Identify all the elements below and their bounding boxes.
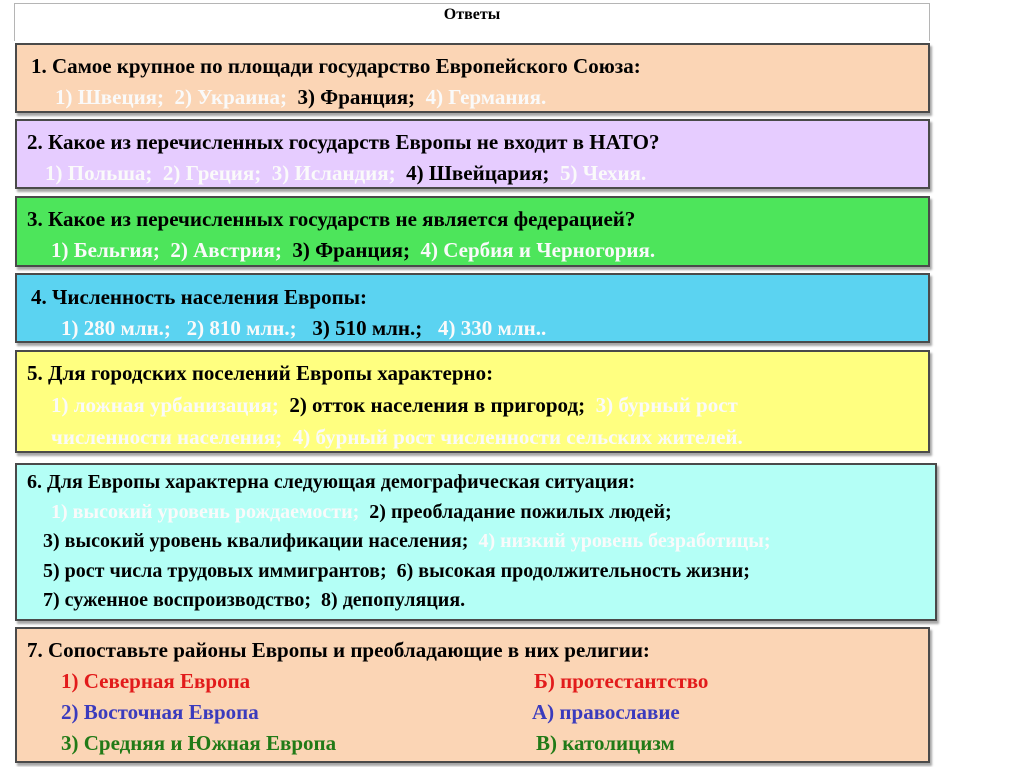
q6-option-1: 1) высокий уровень рождаемости;	[51, 500, 360, 523]
question-4-text: 4. Численность населения Европы:	[31, 285, 368, 309]
q6-option-6: 6) высокая продолжительность жизни;	[396, 559, 750, 582]
q7-religion-3: В) католицизм	[536, 731, 675, 755]
question-5-options-line-1	[27, 389, 928, 421]
question-2-box	[15, 119, 930, 189]
q5-option-4: 4) бурный рост численности сельских жителей.	[292, 425, 743, 449]
q7-pair-2	[27, 697, 928, 728]
q5-option-3-cont: численности населения;	[51, 425, 283, 449]
q6-option-5: 5) рост числа трудовых иммигрантов;	[43, 559, 387, 582]
q2-option-5: 5) Чехия.	[559, 161, 647, 185]
question-2-text: 2. Какое из перечисленных государств Европы не входит в НАТО?	[27, 130, 660, 154]
q7-religion-2: А) православие	[532, 700, 680, 724]
q4-option-1: 1) 280 млн.;	[61, 316, 171, 340]
q4-option-2: 2) 810 млн.;	[186, 316, 297, 340]
page-title: Ответы	[443, 6, 501, 23]
question-6-options-line-2	[27, 527, 935, 557]
q6-option-2: 2) преобладание пожилых людей;	[369, 500, 672, 523]
question-6-options-line-1	[27, 498, 935, 528]
question-6-options-line-3	[27, 557, 935, 587]
q2-option-2: 2) Греция;	[162, 161, 262, 185]
q2-option-3: 3) Исландия;	[271, 161, 396, 185]
question-7-text: 7. Сопоставьте районы Европы и преобладающие в них религии:	[27, 638, 650, 662]
q3-option-3: 3) Франция;	[292, 238, 410, 262]
q5-option-2: 2) отток населения в пригород;	[289, 393, 586, 417]
q1-option-4: 4) Германия.	[425, 85, 547, 109]
q7-region-3: 3) Средняя и Южная Европа	[61, 731, 337, 755]
question-1-text: 1. Самое крупное по площади государство Европейского Союза:	[31, 54, 641, 78]
question-4-options	[31, 313, 928, 343]
question-3-text: 3. Какое из перечисленных государств не является федерацией?	[27, 207, 636, 231]
q1-option-2: 2) Украина;	[174, 85, 287, 109]
q7-region-1: 1) Северная Европа	[61, 669, 251, 693]
q2-option-4: 4) Швейцария;	[406, 161, 550, 185]
question-5-text: 5. Для городских поселений Европы характерно:	[27, 361, 494, 385]
header-frame-top	[14, 3, 930, 4]
header-frame-right	[929, 3, 930, 41]
question-4-box	[15, 273, 930, 343]
q5-option-3: 3) бурный рост	[595, 393, 738, 417]
question-5-options-line-2	[27, 421, 928, 453]
q7-pair-3	[27, 728, 928, 759]
q7-region-2: 2) Восточная Европа	[61, 700, 259, 724]
q4-option-4: 4) 330 млн..	[438, 316, 547, 340]
question-6-text: 6. Для Европы характерна следующая демографическая ситуация:	[27, 471, 636, 493]
q7-religion-1: Б) протестантство	[534, 669, 709, 693]
q1-option-3: 3) Франция;	[297, 85, 416, 109]
q3-option-2: 2) Австрия;	[170, 238, 282, 262]
q3-option-1: 1) Бельгия;	[51, 238, 160, 262]
q6-option-3: 3) высокий уровень квалификации населения;	[43, 530, 469, 552]
q5-option-1: 1) ложная урбанизация;	[51, 393, 279, 417]
q3-option-4: 4) Сербия и Черногория.	[420, 238, 656, 262]
q2-option-1: 1) Польша;	[45, 161, 153, 185]
q1-option-1: 1) Швеция;	[55, 85, 165, 109]
question-5-box	[15, 350, 930, 453]
question-6-box	[15, 463, 937, 621]
question-2-options	[27, 158, 928, 189]
question-3-options	[27, 235, 928, 266]
q6-option-4: 4) низкий уровень безработицы;	[478, 530, 771, 552]
q6-option-8: 8) депопуляция.	[321, 589, 466, 611]
question-7-box	[15, 627, 930, 763]
question-1-box	[15, 43, 930, 113]
q6-option-7: 7) суженное воспроизводство;	[43, 589, 312, 611]
question-1-options	[31, 82, 928, 113]
q7-pair-1	[27, 666, 928, 697]
q4-option-3: 3) 510 млн.;	[312, 316, 423, 340]
question-3-box	[15, 196, 930, 267]
question-6-options-line-4	[27, 586, 935, 616]
